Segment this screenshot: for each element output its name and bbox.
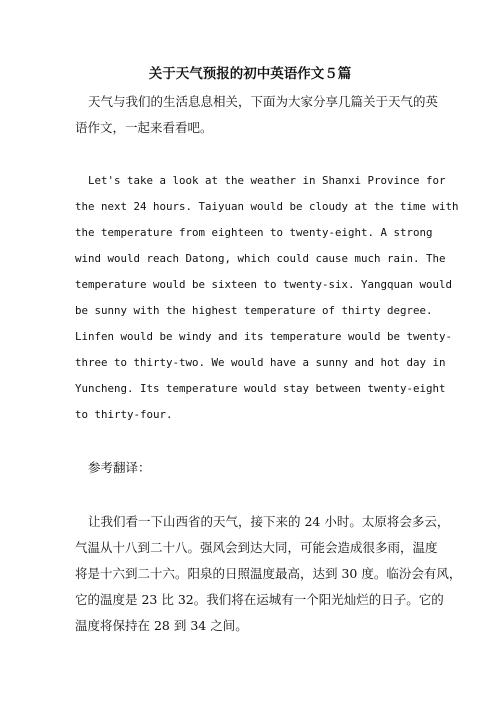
translation-line-4: 它的温度是 23 比 32。我们将在运城有一个阳光灿烂的日子。它的 xyxy=(75,592,444,607)
essay-line-9: Yuncheng. Its temperature would stay between twenty-eight xyxy=(75,382,446,395)
translation-line-3: 将是十六到二十六。阳泉的日照温度最高，达到 30 度。临汾会有风， xyxy=(75,566,462,581)
essay-line-8: three to thirty-two. We would have a sunny and hot day in xyxy=(75,356,446,369)
essay-line-6: be sunny with the highest temperature of thirty degree. xyxy=(75,304,433,317)
translation-line-2: 气温从十八到二十八。强风会到达大同，可能会造成很多雨，温度 xyxy=(75,540,438,555)
essay-line-5: temperature would be sixteen to twenty-six. Yangquan would xyxy=(75,278,453,291)
intro-line-2: 语作文，一起来看看吧。 xyxy=(75,120,213,135)
essay-line-10: to thirty-four. xyxy=(75,408,173,421)
translation-line-5: 温度将保持在 28 到 34 之间。 xyxy=(75,618,248,633)
essay-line-3: the temperature from eighteen to twenty-eight. A strong xyxy=(75,226,433,239)
essay-line-2: the next 24 hours. Taiyuan would be cloudy at the time with xyxy=(75,200,459,213)
document-title: 关于天气预报的初中英语作文５篇 xyxy=(148,66,352,82)
essay-line-7: Linfen would be windy and its temperature would be twenty- xyxy=(75,330,453,343)
essay-line-4: wind would reach Datong, which could cause much rain. The xyxy=(75,252,446,265)
essay-line-1: Let's take a look at the weather in Shanxi Province for xyxy=(88,174,446,187)
intro-line-1: 天气与我们的生活息息相关，下面为大家分享几篇关于天气的英 xyxy=(88,94,439,109)
translation-line-1: 让我们看一下山西省的天气，接下来的 24 小时。太原将会多云， xyxy=(88,514,450,529)
translation-heading: 参考翻译： xyxy=(88,460,151,475)
